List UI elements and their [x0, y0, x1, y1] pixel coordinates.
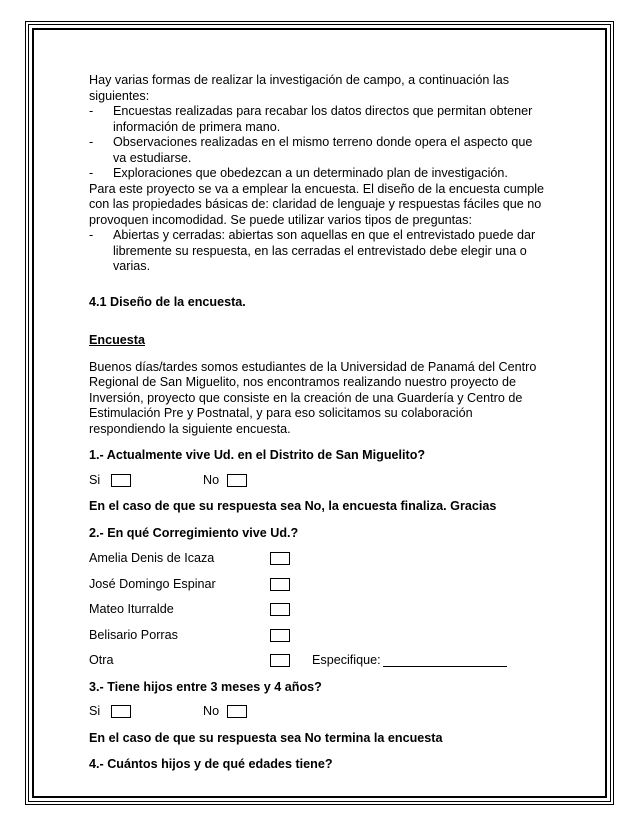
option-checkbox[interactable]	[270, 603, 290, 616]
bullet-dash: -	[89, 228, 94, 242]
option-checkbox[interactable]	[270, 654, 290, 667]
intro-item-text: Encuestas realizadas para recabar los datos directos que permitan obtener información de primera mano.	[113, 104, 533, 134]
intro-item	[89, 104, 549, 135]
intro-item	[89, 228, 549, 275]
q1-answer-row	[89, 473, 549, 489]
bullet-dash: -	[89, 104, 94, 118]
option-label: Otra	[89, 653, 114, 667]
no-checkbox[interactable]	[227, 474, 247, 487]
option-label: José Domingo Espinar	[89, 576, 216, 591]
question-2: 2.- En qué Corregimiento vive Ud.?	[89, 525, 299, 540]
si-checkbox[interactable]	[111, 474, 131, 487]
option-label: Belisario Porras	[89, 627, 178, 642]
si-checkbox[interactable]	[111, 705, 131, 718]
si-label: Si	[89, 704, 101, 718]
intro-item	[89, 135, 549, 166]
q2-option	[89, 551, 549, 567]
specify-input-line[interactable]	[383, 654, 507, 667]
no-checkbox[interactable]	[227, 705, 247, 718]
bullet-dash: -	[89, 135, 94, 149]
option-label: Mateo Iturralde	[89, 602, 174, 616]
q3-note: En el caso de que su respuesta sea No termina la encuesta	[89, 730, 443, 745]
intro-item-text: Exploraciones que obedezcan a un determinado plan de investigación.	[113, 166, 508, 180]
no-label: No	[203, 704, 220, 718]
bullet-dash: -	[89, 166, 94, 180]
q2-option	[89, 602, 549, 618]
question-3: 3.- Tiene hijos entre 3 meses y 4 años?	[89, 679, 322, 694]
specify-label: Especifique:	[312, 653, 381, 667]
intro-middle: Para este proyecto se va a emplear la encuesta. El diseño de la encuesta cumple con las propiedades básicas de: claridad de lenguaje y respuestas fáciles que no provoquen incomodidad. Se puede utilizar varios tipos de preguntas:	[89, 181, 545, 227]
q2-option	[89, 577, 549, 593]
option-checkbox[interactable]	[270, 552, 290, 565]
survey-intro: Buenos días/tardes somos estudiantes de la Universidad de Panamá del Centro Regional de San Miguelito, nos encontramos realizando nuestro proyecto de Inversión, proyecto que consiste en la creación de una Guardería y Centro de Estimulación Pre y Postnatal, y para eso solicitamos su colaboración respondiendo la siguiente encuesta.	[89, 359, 537, 436]
q2-option	[89, 628, 549, 644]
q3-answer-row	[89, 704, 549, 720]
no-label: No	[203, 472, 220, 487]
option-checkbox[interactable]	[270, 629, 290, 642]
option-label: Amelia Denis de Icaza	[89, 551, 215, 565]
si-label: Si	[89, 472, 101, 487]
intro-line: Hay varias formas de realizar la investigación de campo, a continuación las siguientes:	[89, 73, 510, 103]
option-checkbox[interactable]	[270, 578, 290, 591]
intro-item	[89, 166, 549, 182]
intro-item-text: Observaciones realizadas en el mismo terreno donde opera el aspecto que va estudiarse.	[113, 135, 533, 165]
question-1: 1.- Actualmente vive Ud. en el Distrito de San Miguelito?	[89, 448, 426, 462]
survey-title: Encuesta	[89, 333, 145, 347]
q1-note: En el caso de que su respuesta sea No, la encuesta finaliza. Gracias	[89, 499, 497, 513]
section-heading: 4.1 Diseño de la encuesta.	[89, 294, 246, 309]
document-body	[89, 73, 549, 773]
intro-item-text: Abiertas y cerradas: abiertas son aquellas en que el entrevistado puede dar libremente su respuesta, en las cerradas el entrevistado debe elegir una o varias.	[113, 228, 536, 273]
q2-option	[89, 653, 549, 669]
question-4: 4.- Cuántos hijos y de qué edades tiene?	[89, 757, 333, 771]
